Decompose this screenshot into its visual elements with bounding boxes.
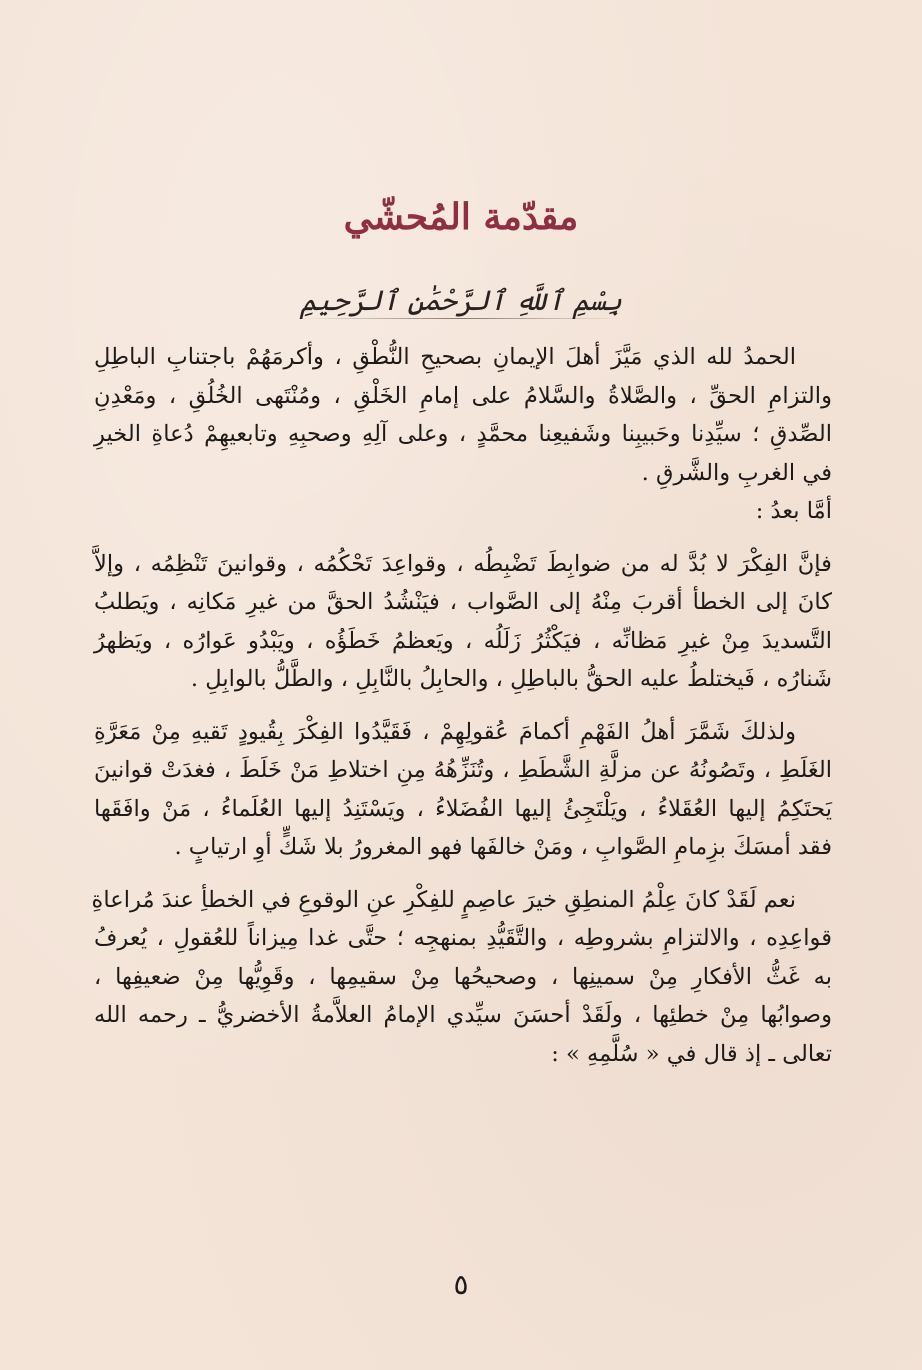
paragraph-gap	[94, 867, 832, 881]
text-line: الغَلَطِ ، وتَصُونُهُ عن مزلَّةِ الشَّطَطِ ، وتُنَزِّهُهُ مِنِ اختلاطِ مَنْ خَلَطَ ، فغدَتْ قوانينَ	[94, 757, 832, 783]
basmala-underline	[300, 318, 622, 319]
text-line: التَّسديدَ مِنْ غيرِ مَظانِّه ، فيَكْثُرُ زَلَلُه ، ويَعظمُ خَطَؤُه ، ويَبْدُو عَوارُه ، ويَظهرُ	[94, 627, 832, 654]
paragraph-gap	[94, 699, 832, 713]
page-title: مقدّمة المُحشّي	[343, 196, 579, 238]
text-line: والتزامِ الحقِّ ، والصَّلاةُ والسَّلامُ على إمامِ الخَلْقِ ، ومُنْتَهى الخُلُقِ ، ومَعْدِنِ	[94, 382, 832, 409]
text-line: فإنَّ الفِكْرَ لا بُدَّ له من ضوابِطَ تَضْبِطُه ، وقواعِدَ تَحْكُمُه ، وقوانينَ تَنْظِمُه ، وإلاَّ	[94, 550, 832, 577]
page-number: ٥	[453, 1268, 469, 1301]
text-line: فقد أمسَكَ بزِمامِ الصَّوابِ ، ومَنْ خالفَها فهو المغرورُ بلا شَكٍّ أوِ ارتيابٍ .	[174, 834, 832, 860]
text-line: ولذلكَ شَمَّرَ أهلُ الفَهْمِ أكمامَ عُقولِهِمْ ، فَقَيَّدُوا الفِكْرَ بِقُيودٍ تَقيهِ مِنْ مَعَرَّةِ	[94, 718, 796, 745]
text-line: في الغربِ والشَّرقِ .	[641, 459, 832, 486]
text-line: كانَ إلى الخطأ أقربَ مِنْهُ إلى الصَّواب ، فيَنْشُدُ الحقَّ من غيرِ مَكانِه ، ويَطلبُ	[94, 589, 832, 615]
text-line: أمَّا بعدُ :	[755, 498, 832, 524]
text-line: شَنارُه ، فَيختلطُ عليه الحقُّ بالباطِلِ ، والحابِلُ بالنَّابِلِ ، والطَّلُّ بالوابِلِ .	[190, 666, 832, 692]
text-line: نعم لَقَدْ كانَ عِلْمُ المنطِقِ خيرَ عاصِمٍ للفِكْرِ عنِ الوقوعِ في الخطأِ عندَ مُراعاةِ	[91, 886, 796, 913]
text-line: يَحتَكِمُ إليها العُقَلاءُ ، ويَلْتَجِئُ إليها الفُضَلاءُ ، ويَسْتَنِدُ إليها العُلَماءُ ، مَنْ وافَقَها	[94, 795, 832, 822]
basmala: بِسْمِ ٱللَّهِ ٱلرَّحْمَٰنِ ٱلرَّحِيمِ	[299, 284, 622, 317]
text-line: وصوابُها مِنْ خطئِها ، ولَقَدْ أحسَنَ سيِّدي الإمامُ العلاَّمةُ الأخضريُّ ـ رحمه الله	[94, 1002, 832, 1028]
text-line: قواعِدِه ، والالتزامِ بشروطِه ، والتَّقَيُّدِ بمنهجِه ؛ حتَّى غدا مِيزاناً للعُقولِ ، يُعرفُ	[94, 925, 832, 951]
paragraph-gap	[94, 531, 832, 545]
text-line: تعالى ـ إذ قال في « سُلَّمِهِ » :	[551, 1040, 832, 1067]
text-line: الحمدُ لله الذي مَيَّزَ أهلَ الإيمانِ بصحيحِ النُّطْقِ ، وأكرمَهُمْ باجتنابِ الباطِلِ	[94, 344, 796, 370]
body-text	[91, 338, 832, 1073]
text-line: الصِّدقِ ؛ سيِّدِنا وحَبيبِنا وشَفيعِنا محمَّدٍ ، وعلى آلِهِ وصحبِهِ وتابعيهِمْ دُعاةِ الخيرِ	[94, 421, 832, 447]
text-line: به غَثُّ الأفكارِ مِنْ سمينِها ، وصحيحُها مِنْ سقيمِها ، وقَوِيُّها مِنْ ضعيفِها ،	[94, 963, 832, 990]
